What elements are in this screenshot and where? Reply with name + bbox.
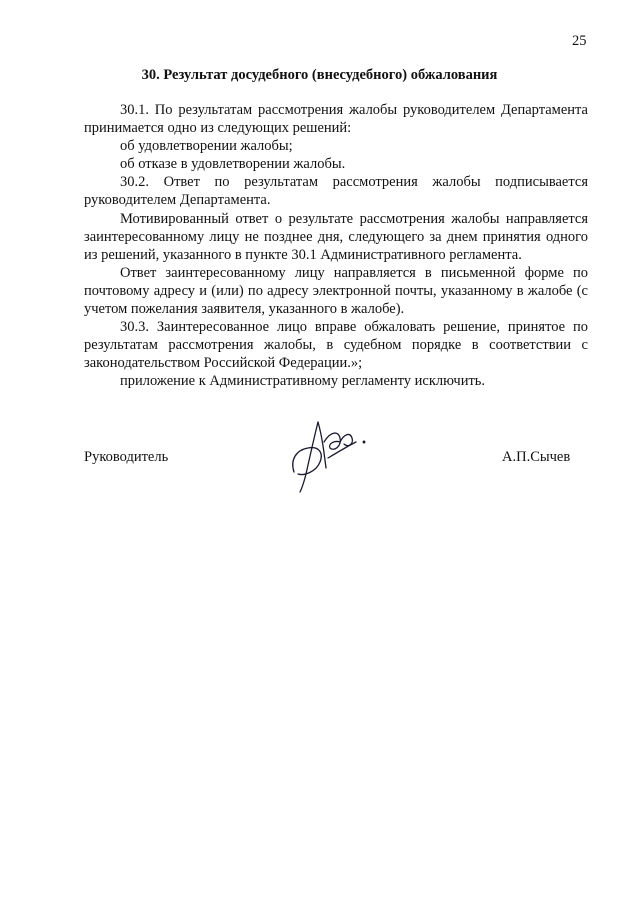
section-heading: 30. Результат досудебного (внесудебного) обжалования <box>141 67 498 83</box>
paragraph-30-1: 30.1. По результатам рассмотрения жалобы руководителем Департамента принимается одно из следующих решений: <box>84 102 588 137</box>
paragraph-option-refuse: об отказе в удовлетворении жалобы. <box>120 156 346 173</box>
paragraph-reasoned-answer: Мотивированный ответ о результате рассмотрения жалобы направляется заинтересованному лицу не позднее дня, следующего за днем принятия одного из решений, указанного в пункте 30.1 Административного регламента. <box>84 210 588 263</box>
body-text <box>84 101 588 391</box>
paragraph-30-3: 30.3. Заинтересованное лицо вправе обжаловать решение, принятое по результатам рассмотрения жалобы, в судебном порядке в соответствии с законодательством Российской Федерации.»; <box>84 319 588 372</box>
signatory-name: А.П.Сычев <box>502 449 571 465</box>
signatory-role: Руководитель <box>84 449 169 465</box>
handwritten-signature <box>284 412 374 494</box>
paragraph-annex-removal: приложение к Административному регламенту исключить. <box>120 373 486 390</box>
paragraph-30-2: 30.2. Ответ по результатам рассмотрения жалобы подписывается руководителем Департамента. <box>84 174 588 209</box>
paragraph-answer-delivery: Ответ заинтересованному лицу направляется в письменной форме по почтовому адресу и (или) по адресу электронной почты, указанному в жалобе (с учетом пожелания заявителя, указанного в жалобе). <box>84 264 588 318</box>
page-number: 25 <box>572 33 587 49</box>
paragraph-option-grant: об удовлетворении жалобы; <box>120 138 293 155</box>
